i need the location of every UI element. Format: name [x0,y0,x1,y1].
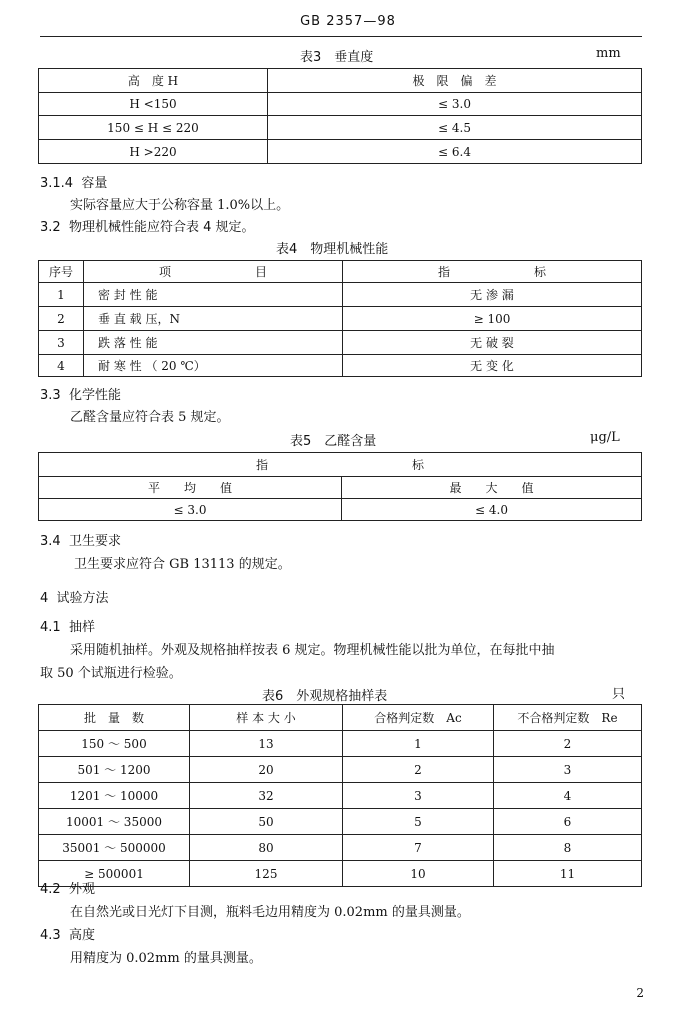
table3-header-height: 高 度 H [39,69,268,93]
section-title: 外观 [68,882,95,897]
table-cell: 2 [343,757,494,783]
table-cell: 3 [39,331,84,355]
table-row [39,331,642,355]
table-cell: ≥ 100 [343,307,642,331]
table-cell: 125 [190,861,343,887]
table-row [39,116,642,140]
table-cell: 3 [494,757,642,783]
section-title: 化学性能 [68,388,121,403]
table5-top-header: 指 标 [39,453,642,477]
table-cell: ≤ 3.0 [39,499,342,521]
table-cell: 1 [343,731,494,757]
table4-header-indicator: 指 标 [343,261,642,283]
table-cell: ≥ 500001 [39,861,190,887]
section-3-3-heading [40,384,121,403]
table-cell: 无 破 裂 [343,331,642,355]
table4-header-index: 序号 [39,261,84,283]
table6 [38,704,642,887]
section-text: 物理机械性能应符合表 4 规定。 [68,220,255,235]
table6-caption: 表6 外观规格抽样表 [262,689,388,704]
table6-header-sample: 样 本 大 小 [190,705,343,731]
section-number: 3.3 [40,388,61,403]
table4 [38,260,642,377]
section-3-1-4-text: 实际容量应大于公称容量 1.0%以上。 [70,198,290,213]
header-rule [40,36,642,37]
section-number: 3.2 [40,220,61,235]
table-cell: 1 [39,283,84,307]
table3-header-tolerance: 极 限 偏 差 [268,69,642,93]
table-row [39,499,642,521]
section-title: 容量 [81,176,108,191]
section-4-1-text-line2: 取 50 个试瓶进行检验。 [40,666,182,681]
table-cell: 密 封 性 能 [84,283,343,307]
table-cell: 4 [39,355,84,377]
table-row [39,861,642,887]
table-cell: H >220 [39,140,268,164]
table-cell: 501 ～ 1200 [39,757,190,783]
table5-unit: μg/L [590,430,620,445]
table-cell: H <150 [39,93,268,116]
table-cell: 跌 落 性 能 [84,331,343,355]
table-cell: 无 变 化 [343,355,642,377]
section-3-1-4-heading [40,172,107,191]
table-cell: 20 [190,757,343,783]
table-cell: 50 [190,809,343,835]
section-4-heading [40,587,109,606]
table-cell: 7 [343,835,494,861]
section-3-4-heading [40,530,121,549]
table-row [39,283,642,307]
section-number: 3.1.4 [40,176,74,191]
section-4-2-text: 在自然光或日光灯下目测，瓶料毛边用精度为 0.02mm 的量具测量。 [70,905,470,920]
section-title: 高度 [68,928,95,943]
table3 [38,68,642,164]
table4-caption: 表4 物理机械性能 [276,242,389,257]
table-cell: 8 [494,835,642,861]
table5-header-max: 最 大 值 [342,477,642,499]
section-4-3-text: 用精度为 0.02mm 的量具测量。 [70,951,262,966]
table-cell: 5 [343,809,494,835]
table-cell: ≤ 4.0 [342,499,642,521]
section-3-3-text: 乙醛含量应符合表 5 规定。 [70,410,230,425]
table3-caption: 表3 垂直度 [300,50,374,65]
document-header: GB 2357—98 [300,14,396,29]
table-cell: 2 [39,307,84,331]
section-title: 卫生要求 [68,534,121,549]
table-cell: ≤ 6.4 [268,140,642,164]
table-cell: 4 [494,783,642,809]
table-cell: 3 [343,783,494,809]
table-row [39,731,642,757]
table-row [39,809,642,835]
table-cell: 11 [494,861,642,887]
section-4-1-text-line1: 采用随机抽样。外观及规格抽样按表 6 规定。物理机械性能以批为单位，在每批中抽 [70,643,555,658]
table-row [39,140,642,164]
section-4-2-heading [40,878,95,897]
section-title: 试验方法 [56,591,109,606]
section-number: 4.2 [40,882,61,897]
table-cell: 6 [494,809,642,835]
table-cell: 耐 寒 性 （ 20 ℃） [84,355,343,377]
table-row [39,355,642,377]
section-4-3-heading [40,924,95,943]
table-cell: 1201 ～ 10000 [39,783,190,809]
section-number: 4 [40,591,49,606]
table-row [39,783,642,809]
table-cell: 无 渗 漏 [343,283,642,307]
table-cell: 80 [190,835,343,861]
table-cell: ≤ 3.0 [268,93,642,116]
table6-header-ac: 合格判定数 Ac [343,705,494,731]
table-row [39,93,642,116]
section-number: 4.1 [40,620,61,635]
table-row [39,757,642,783]
table3-unit: mm [596,46,621,61]
table5-header-average: 平 均 值 [39,477,342,499]
section-number: 4.3 [40,928,61,943]
table-cell: 32 [190,783,343,809]
table6-unit: 只 [612,687,626,702]
table4-header-item: 项 目 [84,261,343,283]
table-cell: 2 [494,731,642,757]
table6-header-re: 不合格判定数 Re [494,705,642,731]
table-cell: 垂 直 载 压，N [84,307,343,331]
table5-caption: 表5 乙醛含量 [290,434,377,449]
table-row [39,307,642,331]
section-4-1-heading [40,616,95,635]
table-row [39,835,642,861]
table6-header-lot: 批 量 数 [39,705,190,731]
table-cell: 10 [343,861,494,887]
table-cell: 35001 ～ 500000 [39,835,190,861]
table-cell: 10001 ～ 35000 [39,809,190,835]
table5 [38,452,642,521]
table-cell: 150 ≤ H ≤ 220 [39,116,268,140]
table-cell: 13 [190,731,343,757]
section-3-4-text: 卫生要求应符合 GB 13113 的规定。 [74,557,291,572]
section-3-2-heading [40,216,255,235]
section-title: 抽样 [68,620,95,635]
table-cell: ≤ 4.5 [268,116,642,140]
page-number: 2 [636,986,644,1000]
table-cell: 150 ～ 500 [39,731,190,757]
section-number: 3.4 [40,534,61,549]
